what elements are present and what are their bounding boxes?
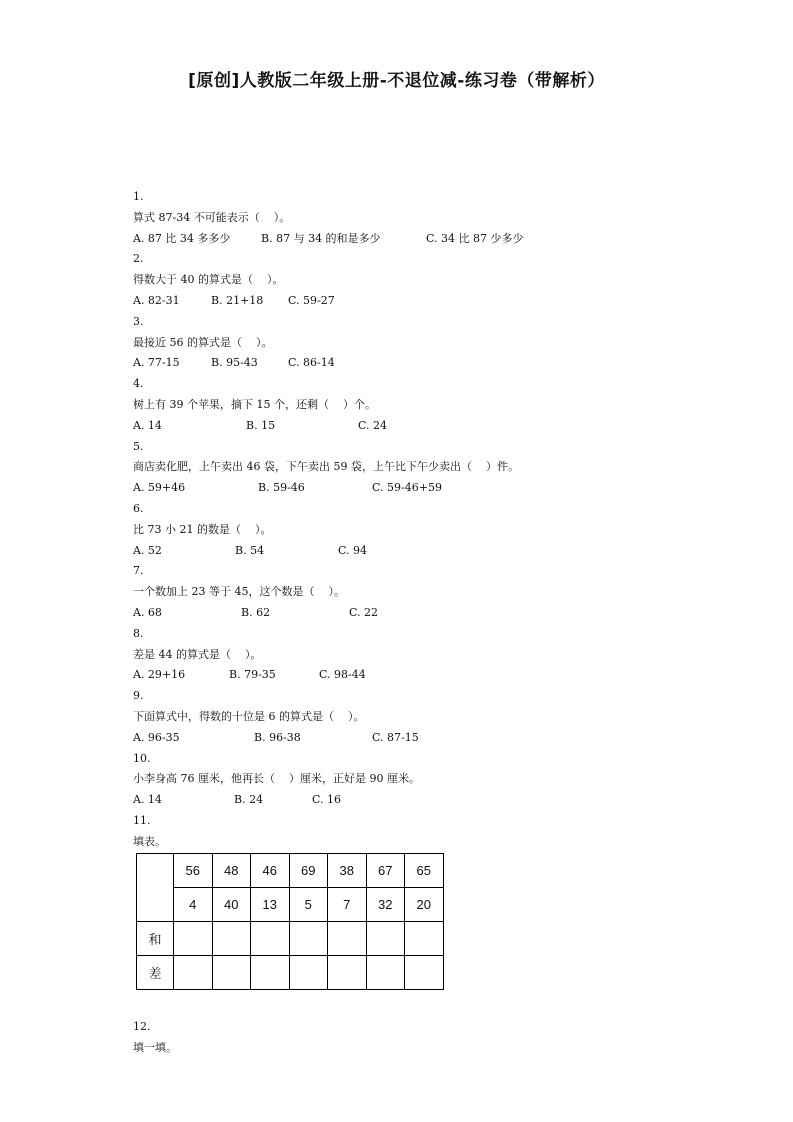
options: [133, 665, 733, 686]
options: [133, 728, 733, 749]
answer-cell[interactable]: [251, 922, 290, 956]
option-c: C. 34 比 87 少多少: [426, 231, 524, 245]
answer-cell[interactable]: [366, 956, 405, 990]
answer-cell[interactable]: [289, 922, 328, 956]
answer-cell[interactable]: [212, 956, 251, 990]
answer-cell[interactable]: [328, 922, 367, 956]
question-number: 5.: [133, 439, 144, 453]
answer-cell[interactable]: [405, 922, 444, 956]
table-cell: 40: [212, 888, 251, 922]
options: [133, 416, 733, 437]
question-4: [133, 374, 733, 436]
table-cell: 46: [251, 854, 290, 888]
question-2: [133, 249, 733, 311]
question-1: [133, 187, 733, 249]
question-number: 3.: [133, 314, 144, 328]
answer-cell[interactable]: [174, 922, 213, 956]
option-c: C. 16: [312, 793, 342, 807]
question-number: 1.: [133, 190, 144, 203]
table-cell: 20: [405, 888, 444, 922]
options: [133, 603, 733, 624]
question-number: 2.: [133, 252, 144, 266]
answer-cell[interactable]: [405, 956, 444, 990]
option-b: B. 87 与 34 的和是多少: [261, 231, 381, 245]
options: [133, 790, 733, 811]
table-cell: 5: [289, 888, 328, 922]
question-stem: 商店卖化肥，上午卖出 46 袋，下午卖出 59 袋，上午比下午少卖出（ ）件。: [133, 460, 519, 474]
table-row-diff: [137, 956, 444, 990]
options: [133, 291, 733, 312]
option-a: A. 77-15: [133, 356, 180, 370]
document-title: [原创]人教版二年级上册-不退位减-练习卷（带解析）: [188, 71, 605, 91]
option-c: C. 59-27: [288, 293, 335, 307]
options: [133, 541, 733, 562]
answer-cell[interactable]: [328, 956, 367, 990]
table-cell: 67: [366, 854, 405, 888]
question-9: [133, 686, 733, 748]
question-6: [133, 499, 733, 561]
table-cell: 48: [212, 854, 251, 888]
question-11: [133, 811, 733, 853]
option-b: B. 54: [235, 543, 265, 557]
question-stem: 一个数加上 23 等于 45，这个数是（ ）。: [133, 585, 345, 599]
option-a: A. 14: [133, 418, 162, 432]
table-cell: 7: [328, 888, 367, 922]
option-c: C. 24: [358, 418, 388, 432]
table-cell: 32: [366, 888, 405, 922]
table-corner-cell: [137, 854, 174, 922]
question-number: 8.: [133, 626, 144, 640]
table-cell: 65: [405, 854, 444, 888]
question-list: [133, 187, 733, 853]
option-b: B. 62: [241, 605, 271, 619]
question-number: 12.: [133, 1020, 151, 1033]
question-number: 7.: [133, 564, 144, 578]
table-row: [137, 854, 444, 888]
option-a: A. 14: [133, 793, 162, 807]
table-cell: 69: [289, 854, 328, 888]
table-row-sum: [137, 922, 444, 956]
options: [133, 229, 733, 250]
question-number: 11.: [133, 813, 151, 827]
question-stem: 下面算式中，得数的十位是 6 的算式是（ ）。: [133, 709, 365, 723]
question-3: [133, 312, 733, 374]
question-number: 6.: [133, 501, 144, 515]
option-b: B. 79-35: [229, 668, 276, 682]
question-stem: 填表。: [133, 834, 166, 848]
option-b: B. 24: [234, 793, 264, 807]
option-b: B. 95-43: [211, 356, 258, 370]
question-number: 10.: [133, 751, 151, 765]
answer-cell[interactable]: [251, 956, 290, 990]
table-cell: 4: [174, 888, 213, 922]
fill-in-table: [136, 853, 444, 990]
option-c: C. 59-46+59: [372, 481, 442, 495]
answer-cell[interactable]: [174, 956, 213, 990]
options: [133, 353, 733, 374]
question-number: 9.: [133, 689, 144, 703]
option-c: C. 87-15: [372, 730, 419, 744]
question-stem: 小李身高 76 厘米，他再长（ ）厘米，正好是 90 厘米。: [133, 772, 420, 786]
table-cell: 38: [328, 854, 367, 888]
answer-cell[interactable]: [289, 956, 328, 990]
option-a: A. 82-31: [133, 293, 180, 307]
option-a: A. 59+46: [133, 481, 186, 495]
options: [133, 478, 733, 499]
option-a: A. 87 比 34 多多少: [133, 231, 231, 245]
question-5: [133, 437, 733, 499]
question-12: [133, 1017, 177, 1059]
question-stem: 得数大于 40 的算式是（ ）。: [133, 273, 284, 287]
question-stem: 比 73 小 21 的数是（ ）。: [133, 522, 272, 536]
option-a: A. 52: [133, 543, 162, 557]
option-c: C. 94: [338, 543, 368, 557]
question-stem: 算式 87-34 不可能表示（ ）。: [133, 210, 291, 224]
question-8: [133, 624, 733, 686]
table-row: [137, 888, 444, 922]
question-stem: 填一填。: [133, 1040, 177, 1054]
option-b: B. 21+18: [211, 293, 264, 307]
option-c: C. 86-14: [288, 356, 335, 370]
option-a: A. 68: [133, 605, 162, 619]
row-label-sum: 和: [137, 922, 174, 956]
option-c: C. 98-44: [319, 668, 366, 682]
option-b: B. 15: [246, 418, 276, 432]
question-10: [133, 749, 733, 811]
question-number: 4.: [133, 377, 144, 391]
question-stem: 差是 44 的算式是（ ）。: [133, 647, 262, 661]
option-a: A. 29+16: [133, 668, 186, 682]
row-label-diff: 差: [137, 956, 174, 990]
answer-cell[interactable]: [212, 922, 251, 956]
question-stem: 最接近 56 的算式是（ ）。: [133, 335, 273, 349]
option-b: B. 96-38: [254, 730, 301, 744]
table-cell: 13: [251, 888, 290, 922]
option-c: C. 22: [349, 605, 379, 619]
table-cell: 56: [174, 854, 213, 888]
option-b: B. 59-46: [258, 481, 305, 495]
option-a: A. 96-35: [133, 730, 180, 744]
question-stem: 树上有 39 个苹果，摘下 15 个，还剩（ ）个。: [133, 397, 376, 411]
question-7: [133, 561, 733, 623]
answer-cell[interactable]: [366, 922, 405, 956]
